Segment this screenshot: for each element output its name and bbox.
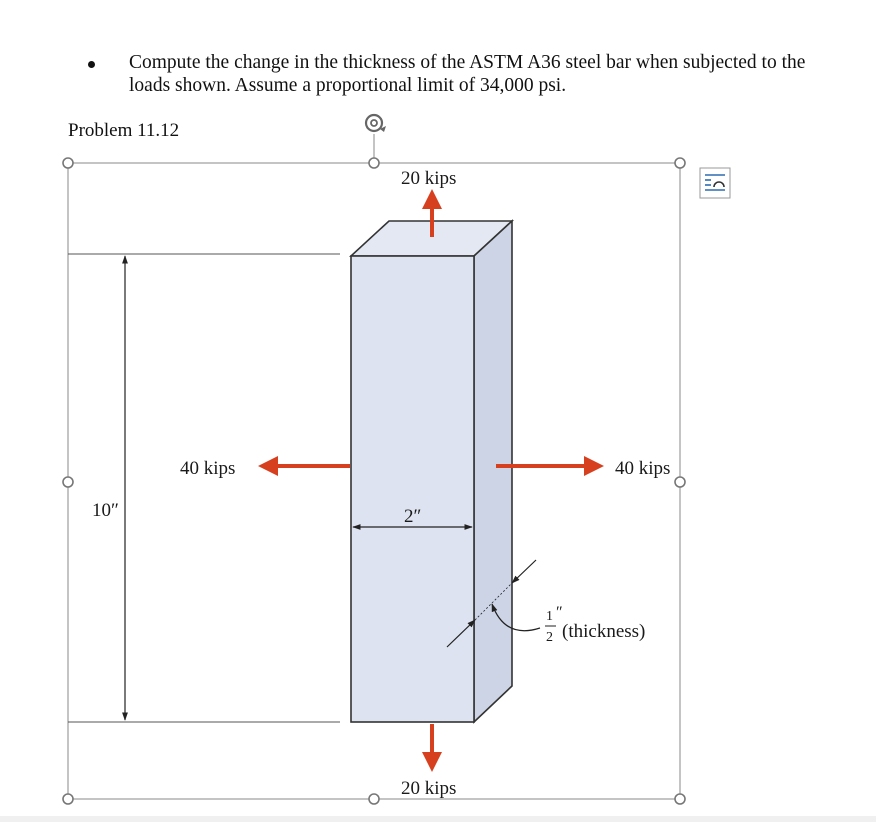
resize-handle-bottom-right [675,794,685,804]
resize-handle-top-left [63,158,73,168]
width-dim-label: 2″ [404,506,422,527]
thickness-fraction-denominator: 2 [546,630,553,645]
figure-caption: Problem 11.12 [68,120,180,141]
bar-front-face [351,256,474,722]
resize-handle-bottom-left [63,794,73,804]
thickness-fraction-numerator: 1 [546,609,553,624]
resize-handle-middle-right [675,477,685,487]
height-dim-label: 10″ [92,500,119,521]
height-dimension [68,254,340,722]
resize-handle-bottom-middle [369,794,379,804]
bar-side-face [474,221,512,722]
load-bottom-label: 20 kips [401,778,457,799]
layout-options-icon[interactable] [700,168,730,198]
problem-text: Compute the change in the thickness of the ASTM A36 steel bar when subjected to the loads shown. Assume a proportional limit of 34,000 psi. [129,52,806,96]
load-left-label: 40 kips [180,458,236,479]
load-top-label: 20 kips [401,168,457,189]
load-right-label: 40 kips [615,458,671,479]
thickness-label: (thickness) [562,621,646,642]
thickness-inch-mark: ″ [556,604,563,621]
resize-handle-top-middle [369,158,379,168]
resize-handle-middle-left [63,477,73,487]
steel-bar [351,221,512,722]
rotate-handle-icon[interactable] [366,115,386,132]
resize-handle-top-right [675,158,685,168]
page-bottom-edge [0,816,876,822]
